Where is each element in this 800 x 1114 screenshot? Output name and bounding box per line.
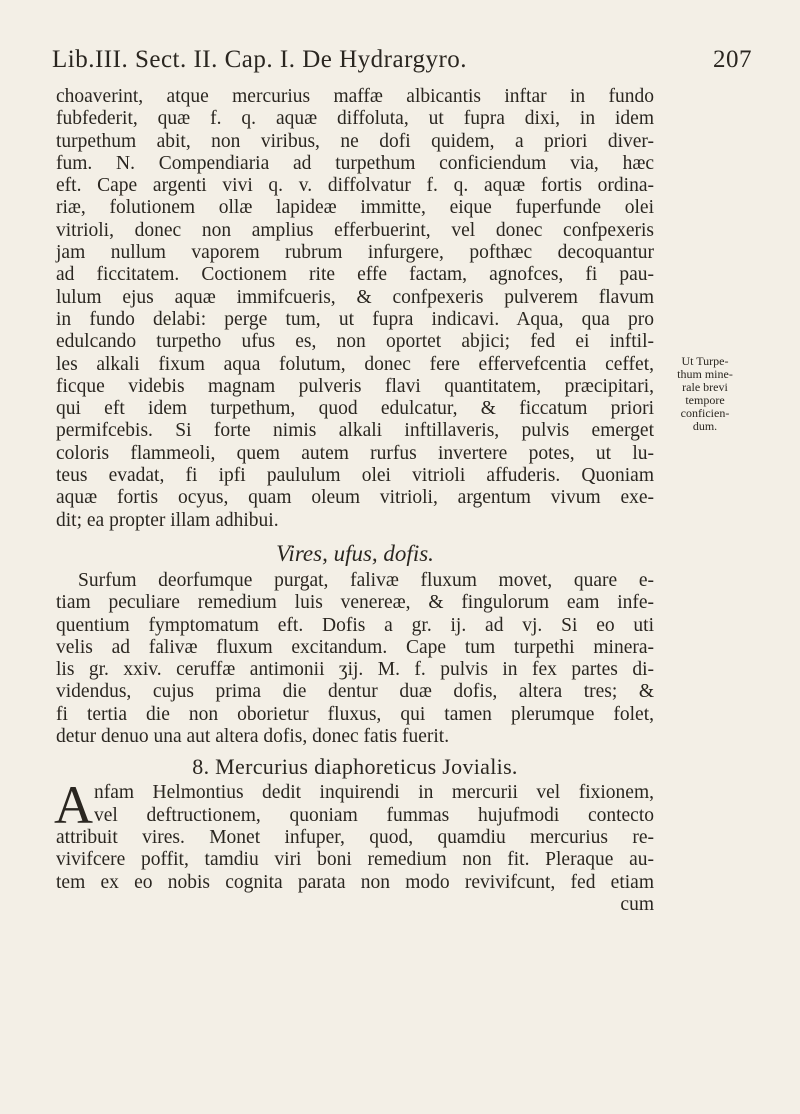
- text-line: ficque videbis magnam pulveris flavi quantitatem, præcipitari,: [56, 375, 654, 397]
- text-line: in fundo delabi: perge tum, ut fupra indicavi. Aqua, qua pro: [56, 308, 654, 330]
- text-line: nfam Helmontius dedit inquirendi in mercurii vel fixionem,: [94, 782, 654, 804]
- text-line: lis gr. xxiv. ceruffæ antimonii ʒij. M. f. pulvis in fex partes di-: [56, 659, 654, 681]
- text-line: tem ex eo nobis cognita parata non modo revivifcunt, fed etiam: [56, 871, 654, 893]
- text-line: fum. N. Compendiaria ad turpethum conficiendum via, hæc: [56, 152, 654, 174]
- text-line: teus evadat, fi ipfi paululum olei vitrioli affuderis. Quoniam: [56, 465, 654, 487]
- text-line: detur denuo una aut altera dofis, donec fatis fuerit.: [56, 726, 450, 748]
- text-line: aquæ fortis ocyus, quam oleum vitrioli, argentum vivum exe-: [56, 487, 654, 509]
- text-line: vel deftructionem, quoniam fummas hujufmodi contecto: [94, 804, 654, 826]
- running-head: [52, 46, 752, 78]
- text-line: coloris flammeoli, quem autem rurfus invertere potes, ut lu-: [56, 442, 654, 464]
- text-line: edulcando turpetho ufus es, non oportet abjici; fed ei inftil-: [56, 331, 654, 353]
- text-line: jam nullum vaporem rubrum infurgere, pofthæc decoquantur: [56, 242, 654, 264]
- paragraph-1: [56, 86, 654, 532]
- margin-note-line: dum.: [692, 419, 718, 433]
- text-line: Surfum deorfumque purgat, falivæ fluxum movet, quare e-: [78, 569, 654, 591]
- margin-note-line: tempore: [685, 393, 725, 407]
- text-line: les alkali fixum aqua folutum, donec fere effervefcentia ceffet,: [56, 353, 654, 375]
- text-line: ad ficcitatem. Coctionem rite effe factam, agnofces, fi pau-: [56, 264, 654, 286]
- text-line: quentium fymptomatum eft. Dofis a gr. ij. ad vj. Si eo uti: [56, 614, 654, 636]
- margin-note-line: conficien-: [680, 406, 730, 420]
- drop-cap: A: [54, 775, 93, 836]
- catchword: cum: [620, 893, 654, 915]
- text-line: riæ, folutionem ollæ lapideæ immitte, eique fuperfunde olei: [56, 197, 654, 219]
- text-line: dit; ea propter illam adhibui.: [56, 509, 279, 531]
- margin-note-line: thum mine-: [677, 367, 733, 381]
- text-line: vivifcere poffit, tamdiu viri boni remedium non fit. Pleraque au-: [56, 849, 654, 871]
- text-line: vitrioli, donec non amplius efferbuerint, vel donec confpexeris: [56, 219, 654, 241]
- text-line: tiam peculiare remedium luis venereæ, & fingulorum eam infe-: [56, 592, 654, 614]
- text-line: choaverint, atque mercurius maffæ albicantis inftar in fundo: [56, 86, 654, 107]
- paragraph-3: [54, 775, 654, 916]
- section-heading-vires: Vires, ufus, dofis.: [276, 540, 434, 566]
- body-text: [56, 86, 654, 916]
- text-line: lulum ejus aquæ immifcueris, & confpexeris pulverem flavum: [56, 286, 654, 308]
- text-line: attribuit vires. Monet infuper, quod, quamdiu mercurius re-: [56, 826, 654, 848]
- text-line: fubfederit, quæ f. q. aquæ diffoluta, ut fupra dixi, in idem: [56, 108, 654, 130]
- margin-note-line: Ut Turpe-: [681, 354, 729, 368]
- text-line: videndus, cujus prima die dentur duæ dofis, altera tres; &: [56, 681, 654, 703]
- running-title: Lib.III. Sect. II. Cap. I. De Hydrargyro.: [52, 46, 468, 73]
- paragraph-2: [56, 570, 654, 748]
- section-heading-mercurius: 8. Mercurius diaphoreticus Jovialis.: [192, 754, 518, 780]
- margin-note: [664, 355, 746, 433]
- text-line: qui eft idem turpethum, quod edulcatur, & ficcatum priori: [56, 398, 654, 420]
- page-number: 207: [713, 46, 752, 73]
- text-line: fi tertia die non oborietur fluxus, qui tamen plerumque folet,: [56, 703, 654, 725]
- text-line: turpethum abit, non viribus, ne dofi quidem, a priori diver-: [56, 130, 654, 152]
- text-line: permifcebis. Si forte nimis alkali inftillaveris, pulvis emerget: [56, 420, 654, 442]
- text-line: eft. Cape argenti vivi q. v. diffolvatur f. q. aquæ fortis ordina-: [56, 175, 654, 197]
- text-line: velis ad falivæ fluxum excitandum. Cape tum turpethi minera-: [56, 636, 654, 658]
- margin-note-line: rale brevi: [682, 380, 728, 394]
